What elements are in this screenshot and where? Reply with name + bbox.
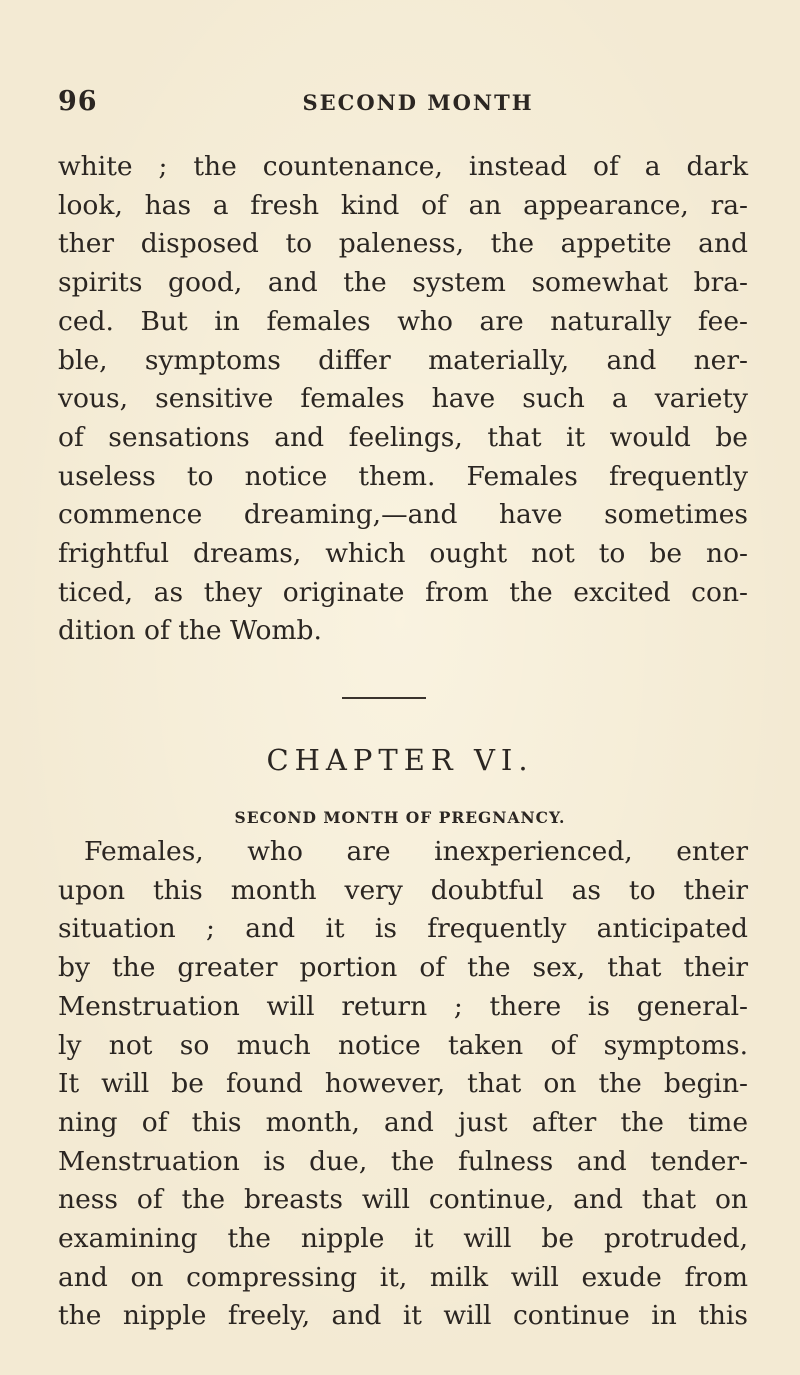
text-line: useless to notice them. Females frequently	[58, 460, 748, 492]
text-line: ning of this month, and just after the time	[58, 1106, 748, 1138]
text-line: the nipple freely, and it will continue in this	[58, 1300, 748, 1332]
text-line: examining the nipple it will be protruded,	[58, 1223, 748, 1255]
text-line: of sensations and feelings, that it would be	[58, 421, 748, 453]
section-divider	[342, 697, 426, 699]
text-line: ther disposed to paleness, the appetite and	[58, 228, 748, 260]
page-number: 96	[58, 86, 98, 117]
text-line: vous, sensitive females have such a variety	[58, 383, 748, 415]
text-line: upon this month very doubtful as to their	[58, 874, 748, 906]
paragraph-continued	[58, 148, 748, 651]
text-line: look, has a fresh kind of an appearance, ra-	[58, 189, 748, 221]
text-line: Menstruation will return ; there is general-	[58, 990, 748, 1022]
text-line: commence dreaming,—and have sometimes	[58, 499, 748, 531]
text-line: ced. But in females who are naturally fee-	[58, 305, 748, 337]
text-line: frightful dreams, which ought not to be no-	[58, 538, 748, 570]
text-line: situation ; and it is frequently anticipated	[58, 913, 748, 945]
text-line: by the greater portion of the sex, that their	[58, 952, 748, 984]
chapter-title: CHAPTER VI.	[266, 743, 534, 777]
text-line: It will be found however, that on the begin-	[58, 1068, 748, 1100]
running-head: SECOND MONTH	[302, 90, 534, 115]
text-line: Menstruation is due, the fulness and tender-	[58, 1145, 748, 1177]
text-line: ness of the breasts will continue, and that on	[58, 1184, 748, 1216]
text-line: ble, symptoms differ materially, and ner-	[58, 344, 748, 376]
text-line: ticed, as they originate from the excited con-	[58, 576, 748, 608]
text-line: Females, who are inexperienced, enter	[84, 836, 748, 867]
text-line: and on compressing it, milk will exude from	[58, 1261, 748, 1293]
text-line: spirits good, and the system somewhat bra-	[58, 267, 748, 299]
page-header	[58, 86, 748, 126]
text-line: ly not so much notice taken of symptoms.	[58, 1029, 748, 1061]
text-line: dition of the Womb.	[58, 615, 322, 647]
paragraph-chapter-opening	[58, 833, 748, 1336]
text-line: white ; the countenance, instead of a dark	[58, 151, 748, 182]
chapter-subtitle: SECOND MONTH OF PREGNANCY.	[234, 808, 566, 827]
